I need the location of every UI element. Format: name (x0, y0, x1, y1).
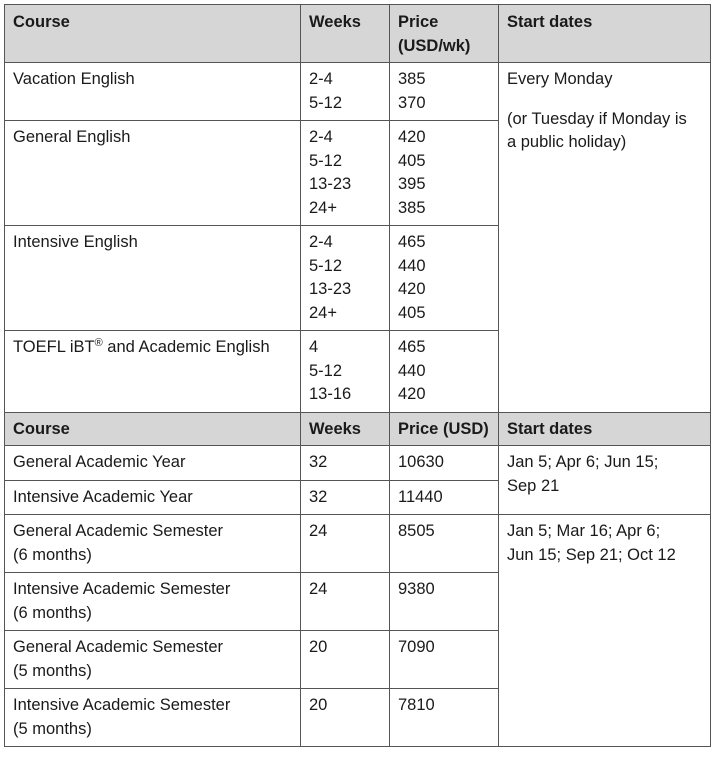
price-value: 11440 (390, 480, 499, 515)
price-value: 420 (398, 280, 426, 298)
price-value: 385 (398, 70, 426, 88)
weeks-cell (301, 226, 390, 331)
header-price-line1: Price (398, 13, 439, 31)
price-value: 370 (398, 93, 426, 112)
price-value: 405 (398, 151, 426, 170)
weeks-cell (301, 121, 390, 226)
header-weeks: Weeks (301, 412, 390, 446)
table-row (5, 515, 711, 573)
header-price-line2: (USD/wk) (398, 36, 471, 55)
weeks-value: 5-12 (309, 361, 343, 380)
table-row (5, 446, 711, 481)
weeks-value: 4 (309, 338, 319, 356)
price-cell (390, 226, 499, 331)
price-value: 395 (398, 175, 426, 193)
price-value: 9380 (390, 573, 499, 631)
header-course: Course (5, 5, 301, 63)
course-name-line: General Academic Semester (13, 638, 224, 656)
price-value: 420 (398, 128, 426, 146)
start-dates-line: Jan 5; Mar 16; Apr 6; (507, 522, 661, 540)
course-name-line: (5 months) (13, 661, 92, 680)
weeks-value: 24+ (309, 198, 337, 217)
price-value: 8505 (390, 515, 499, 573)
course-name (5, 573, 301, 631)
header-price: Price (USD) (390, 412, 499, 446)
course-name-line: Intensive Academic Semester (13, 696, 231, 714)
course-name-prefix: TOEFL iBT (13, 338, 95, 356)
start-dates-cell (499, 446, 711, 515)
weeks-value: 2-4 (309, 70, 333, 88)
weeks-value: 20 (301, 631, 390, 689)
course-name: General English (5, 121, 301, 226)
table-header-academic (5, 412, 711, 446)
course-price-table (4, 4, 711, 747)
header-start-dates: Start dates (499, 5, 711, 63)
price-value: 10630 (390, 446, 499, 481)
price-value: 420 (398, 385, 426, 403)
course-name (5, 515, 301, 573)
weeks-cell (301, 331, 390, 413)
course-name: General Academic Year (5, 446, 301, 481)
start-dates-cell (499, 63, 711, 413)
course-name-line: General Academic Semester (13, 522, 224, 540)
start-dates-note-line: a public holiday) (507, 133, 627, 151)
weeks-cell (301, 63, 390, 121)
price-value: 7090 (390, 631, 499, 689)
course-name: Vacation English (5, 63, 301, 121)
course-name-suffix: and Academic English (102, 338, 270, 356)
registered-mark: ® (94, 337, 103, 349)
price-value: 405 (398, 303, 426, 322)
header-weeks: Weeks (301, 5, 390, 63)
weeks-value: 20 (301, 689, 390, 747)
weeks-value: 32 (301, 446, 390, 481)
weeks-value: 2-4 (309, 233, 333, 251)
header-course: Course (5, 412, 301, 446)
weeks-value: 2-4 (309, 128, 333, 146)
weeks-value: 13-16 (309, 385, 352, 403)
start-dates-line: Jan 5; Apr 6; Jun 15; (507, 453, 659, 471)
course-name (5, 331, 301, 413)
price-cell (390, 63, 499, 121)
course-name: Intensive Academic Year (5, 480, 301, 515)
header-start-dates: Start dates (499, 412, 711, 446)
course-name-line: (5 months) (13, 719, 92, 738)
course-name: Intensive English (5, 226, 301, 331)
price-value: 440 (398, 361, 426, 380)
table-header-weekly (5, 5, 711, 63)
header-price (390, 5, 499, 63)
weeks-value: 24 (301, 573, 390, 631)
weeks-value: 5-12 (309, 151, 343, 170)
price-value: 465 (398, 233, 426, 251)
start-dates-line: Jun 15; Sep 21; Oct 12 (507, 545, 676, 564)
weeks-value: 24 (301, 515, 390, 573)
weeks-value: 13-23 (309, 280, 352, 298)
course-name (5, 689, 301, 747)
price-value: 440 (398, 256, 426, 275)
start-dates-cell (499, 515, 711, 747)
price-cell (390, 331, 499, 413)
weeks-value: 24+ (309, 303, 337, 322)
price-value: 465 (398, 338, 426, 356)
start-dates-line: Sep 21 (507, 476, 560, 495)
price-value: 7810 (390, 689, 499, 747)
weeks-value: 32 (301, 480, 390, 515)
price-value: 385 (398, 198, 426, 217)
weeks-value: 5-12 (309, 93, 343, 112)
course-name-line: Intensive Academic Semester (13, 580, 231, 598)
price-cell (390, 121, 499, 226)
course-name-line: (6 months) (13, 545, 92, 564)
weeks-value: 13-23 (309, 175, 352, 193)
start-dates-note-line: (or Tuesday if Monday is (507, 109, 687, 128)
start-dates-text: Every Monday (507, 70, 613, 88)
course-name-line: (6 months) (13, 603, 92, 622)
weeks-value: 5-12 (309, 256, 343, 275)
table-row (5, 63, 711, 121)
course-name (5, 631, 301, 689)
start-dates-note (507, 108, 702, 155)
